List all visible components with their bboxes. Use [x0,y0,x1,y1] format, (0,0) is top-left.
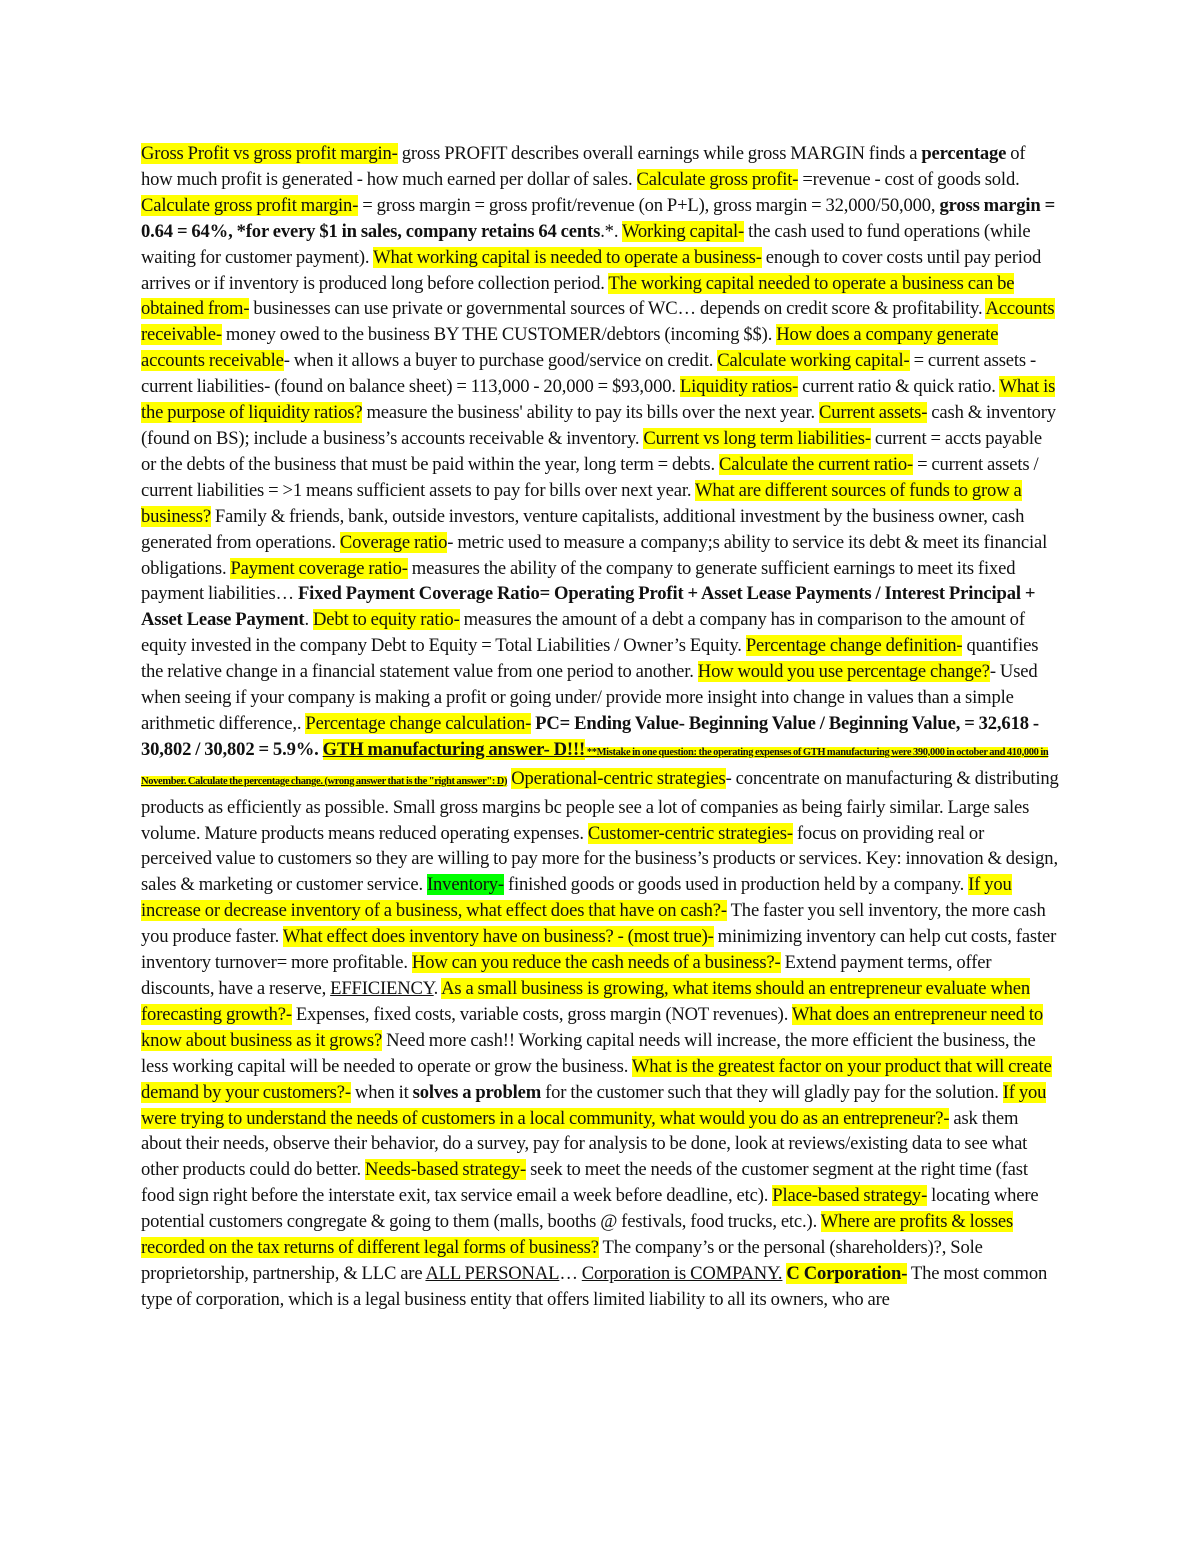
body-text-run: Expenses, fixed costs, variable costs, gross margin (NOT revenues). [291,1003,792,1025]
body-text-run: measures the ability of the company to generate sufficient earnings to meet its fixed payment liabilities… [141,557,1016,605]
body-text-run: .*. [600,220,622,242]
highlighted-term: What does an entrepreneur need to know about business as it grows? [141,1003,1044,1051]
body-text-run: The faster you sell inventory, the more cash you produce faster. [141,900,1046,948]
body-text-run: focus on providing real or perceived value to customers so they are willing to pay more for the business’s products or services. Key: innovation & design, sales & marketing or customer service. [141,822,1058,896]
body-text-run: - Used when seeing if your company is making a profit or going under/ provide more insight into change in values than a simple arithmetic difference,. [141,661,1038,734]
body-text-run: Family & friends, bank, outside investors, venture capitalists, additional investment by the business owner, cash generated from operations. [141,505,1025,553]
highlighted-term: How would you use percentage change? [697,661,990,683]
body-text-run: solves a problem [412,1081,542,1103]
body-text-run: = current assets / current liabilities = >1 means sufficient assets to pay for bills over next year. [141,453,1039,501]
highlighted-term: Payment coverage ratio- [230,557,408,579]
highlighted-term: Working capital- [622,220,745,242]
body-text-run: gross margin = 0.64 = 64%, *for every $1 in sales, company retains 64 cents [141,194,1056,242]
body-text-run: - when it allows a buyer to purchase good/service on credit. [283,350,718,372]
body-text-run: . [433,978,442,999]
highlighted-term: Liquidity ratios- [679,376,799,398]
highlighted-term: Calculate working capital- [717,350,910,372]
highlighted-term: Calculate gross profit- [636,168,799,190]
body-text-run: =revenue - cost of goods sold. [798,168,1020,190]
body-text-run: Need more cash!! Working capital needs will increase, the more efficient the business, the less working capital will be needed to operate or grow the business. [141,1029,1036,1077]
highlighted-term: Inventory- [426,874,504,896]
highlighted-term: What is the greatest factor on your product that will create demand by your customers?- [141,1055,1052,1103]
body-text-run: ask them about their needs, observe their behavior, do a survey, pay for analysis to be done, look at reviews/existing data to see what other products could do better. [141,1107,1028,1181]
body-text-run: - metric used to measure a company;s ability to service its debt & meet its financial obligations. [141,531,1048,579]
body-text-run: The most common type of corporation, which is a legal business entity that offers limited liability to all its owners, who are [141,1262,1048,1310]
highlighted-term: Operational-centric strategies [511,767,726,789]
body-text-run: = current assets - current liabilities- (found on balance sheet) = 113,000 - 20,000 = $93,000. [141,350,1037,398]
highlighted-term: Customer-centric strategies- [587,822,793,844]
body-text-run: quantifies the relative change in a financial statement value from one period to another. [141,635,1039,683]
highlighted-term: Current vs long term liabilities- [643,427,871,449]
body-text-run: when it [350,1081,413,1103]
body-text-run: PC= Ending Value- Beginning Value / Beginning Value, = 32,618 - 30,802 / 30,802 = 5.9%. [141,712,1039,760]
body-text-run: Fixed Payment Coverage Ratio= Operating Profit + Asset Lease Payments / Interest Principal + Asset Lease Payment [141,583,1036,631]
highlighted-term: How can you reduce the cash needs of a business?- [411,952,781,974]
highlighted-term: Percentage change definition- [745,635,963,657]
highlighted-term: If you increase or decrease inventory of a business, what effect does that have on cash?- [141,874,1012,922]
body-text-run: percentage [921,143,1007,164]
body-text-run: measures the amount of a debt a company has in comparison to the amount of equity invested in the company Debt to Equity = Total Liabilities / Owner’s Equity. [141,609,1025,657]
body-text-run: of how much profit is generated - how much earned per dollar of sales. [141,143,1026,190]
highlighted-term: What is the purpose of liquidity ratios? [141,376,1056,424]
body-text-run: cash & inventory (found on BS); include a business’s accounts receivable & inventory. [141,402,1056,449]
highlighted-term: The working capital needed to operate a business can be obtained from- [141,272,1015,320]
highlighted-term: Current assets- [819,402,928,424]
highlighted-term: Where are profits & losses recorded on the tax returns of different legal forms of business? [141,1211,1014,1259]
highlighted-term: What working capital is needed to operate a business- [373,246,762,268]
body-text-run: EFFICIENCY [330,978,434,999]
body-text-run: the cash used to fund operations (while waiting for customer payment). [141,220,1031,268]
body-text-run: businesses can use private or governmental sources of WC… depends on credit score & profitability. [249,298,986,320]
body-text-run: money owed to the business BY THE CUSTOMER/debtors (incoming $$). [221,324,777,346]
body-text-run: seek to meet the needs of the customer segment at the right time (fast food sign right before the interstate exit, tax service email a week before deadline, etc). [141,1159,1028,1207]
body-text-run: gross PROFIT describes overall earnings while gross MARGIN finds a [397,143,922,164]
highlighted-term: Percentage change calculation- [305,712,532,734]
highlighted-term: Needs-based strategy- [365,1159,527,1181]
highlighted-term: Debt to equity ratio- [312,609,460,631]
body-text-run: . [304,609,313,631]
body-text-run: finished goods or goods used in production held by a company. [503,874,969,896]
body-text-run: minimizing inventory can help cut costs, faster inventory turnover= more profitable. [141,926,1057,974]
highlighted-term: Coverage ratio [339,531,448,553]
small-print-note: **Mistake in one question: the operating expenses of GTH manufacturing were 390,000 in october and 410,000 in November. Calculate the percentage change. (wrong answer that is the "right answer": D) [141,746,1049,787]
highlighted-term: What effect does inventory have on business? - (most true)- [282,926,714,948]
highlighted-term: What are different sources of funds to grow a business? [141,479,1022,527]
body-text-run: enough to cover costs until pay period arrives or if inventory is produced long before collection period. [141,246,1042,294]
highlighted-term: Gross Profit vs gross profit margin- [141,143,398,164]
highlighted-term: Calculate the current ratio- [719,453,914,475]
body-text-run: Corporation is COMPANY. [581,1262,783,1284]
body-text-run: ALL PERSONAL [425,1262,560,1284]
highlighted-term: GTH manufacturing answer- D!!! [322,738,586,760]
highlighted-term: As a small business is growing, what items should an entrepreneur evaluate when forecasting growth?- [141,978,1031,1025]
body-text-run: measure the business' ability to pay its bills over the next year. [362,402,820,424]
highlighted-term: C Corporation- [786,1262,908,1284]
notes-paragraph [141,141,1059,1313]
body-text-run: current = accts payable or the debts of the business that must be paid within the year, long term = debts. [141,427,1043,475]
document-body-text [141,141,1059,1313]
highlighted-term: Place-based strategy- [772,1185,928,1207]
highlighted-term: If you were trying to understand the needs of customers in a local community, what would you do as an entrepreneur?- [141,1081,1047,1129]
body-text-run: locating where potential customers congregate & going to them (malls, booths @ festivals, food trucks, etc.). [141,1185,1039,1233]
body-text-run: = gross margin = gross profit/revenue (on P+L), gross margin = 32,000/50,000, [358,194,940,216]
body-text-run: The company’s or the personal (shareholders)?, Sole proprietorship, partnership, & LLC are [141,1237,983,1284]
body-text-run: current ratio & quick ratio. [798,376,1000,398]
body-text-run: for the customer such that they will gladly pay for the solution. [541,1081,1003,1103]
highlighted-term: Calculate gross profit margin- [141,194,359,216]
body-text-run: … [559,1262,582,1284]
highlighted-term: How does a company generate accounts receivable [141,324,999,372]
body-text-run: Extend payment terms, offer discounts, have a reserve, [141,952,992,999]
highlighted-term: Accounts receivable- [141,298,1055,346]
body-text-run: - concentrate on manufacturing & distributing products as efficiently as possible. Small gross margins bc people see a lot of companies as being fairly similar. Large sales volume. Mature products means reduced operating expenses. [141,767,1059,844]
